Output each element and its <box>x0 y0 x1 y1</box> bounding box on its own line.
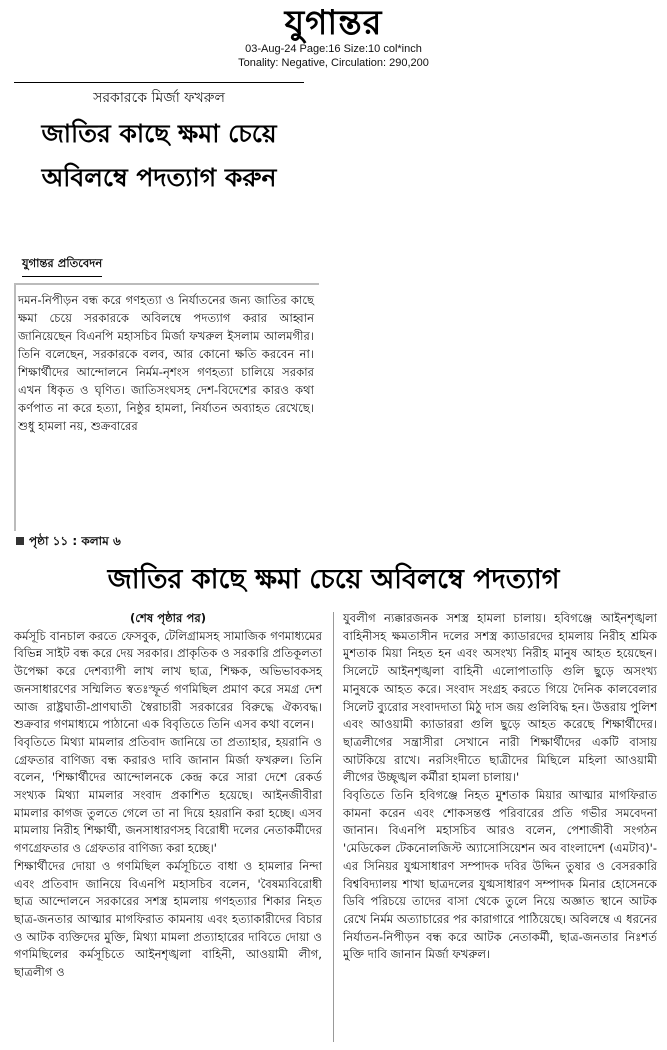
column-left <box>14 610 322 982</box>
clipping-meta-line2: Tonality: Negative, Circulation: 290,200 <box>238 57 429 69</box>
jump-line <box>16 533 121 553</box>
left-paragraph-1: কর্মসূচি বানচাল করতে ফেসবুক, টেলিগ্রামসহ সামাজিক গণমাধ্যমের বিভিন্ন সাইট বন্ধ করে দেয় সরকার। প্রাকৃতিক ও সরকারি প্রতিকূলতা উপেক্ষা করে দেশব্যাপী লাখ লাখ ছাত্র, শিক্ষক, অভিভাবকসহ জনসাধারণের সম্মিলিত স্বতঃস্ফূর্ত গণমিছিল প্রমাণ করে সমগ্র দেশ আজ রাষ্ট্রঘাতী-প্রাণঘাতী স্বৈরাচারী সরকারের বিরুদ্ধে ঐক্যবদ্ধ। শুক্রবার গণমাধ্যমে পাঠানো এক বিবৃতিতে তিনি এসব কথা বলেন। <box>14 628 322 732</box>
article-kicker: সরকারকে মির্জা ফখরুল <box>93 90 225 106</box>
left-paragraph-3: শিক্ষার্থীদের দোয়া ও গণমিছিল কর্মসূচিতে বাধা ও হামলার নিন্দা এবং প্রতিবাদ জানিয়ে বিএনপি মহাসচিব বলেন, 'বৈষম্যবিরোধী ছাত্র আন্দোলনে সরকারের সশস্ত্র হামলায় গণহত্যার শিকার নিহত ছাত্র-জনতার আত্মার মাগফিরাত কামনায় এবং হত্যাকারীদের বিচার ও আটক ব্যক্তিদের মুক্তি, মিথ্যা মামলা প্রত্যাহারের দাবিতে দোয়া ও গণমিছিলের কর্মসূচিতে আইনশৃঙ্খলা বাহিনী, আওয়ামী লীগ, ছাত্রলীগ ও <box>14 858 322 980</box>
newspaper-logo: যুগান্তর <box>284 3 383 43</box>
right-paragraph-2: বিবৃতিতে তিনি হবিগঞ্জে নিহত মুশতাক মিয়ার আত্মার মাগফিরাত কামনা করেন এবং শোকসন্তপ্ত পরিবারের প্রতি গভীর সমবেদনা জানান। বিএনপি মহাসচিব আরও বলেন, পেশাজীবী সংগঠন 'মেডিকেল টেকনোলজিস্ট অ্যাসোসিয়েশন অব বাংলাদেশ (এমটাব)'-এর সিনিয়র যুগ্মসাধারণ সম্পাদক দবির উদ্দিন তুষার ও বেসরকারি বিশ্ববিদ্যালয় শাখা ছাত্রদলের যুগ্মসাধারণ সম্পাদক মিনার হোসেনকে ডিবি পরিচয়ে তাদের বাসা থেকে তুলে নিয়ে অজ্ঞাত স্থানে আটক রেখে নির্মম অত্যাচারের পর কারাগারে পাঠিয়েছে। অবিলম্বে এ ধরনের নির্যাতন-নিপীড়ন বন্ধ করে আটক নেতাকর্মী, ছাত্র-জনতার নিঃশর্ত মুক্তি দাবি জানান মির্জা ফখরুল। <box>343 788 657 962</box>
top-rule <box>14 82 304 83</box>
clipping-meta-line1: 03-Aug-24 Page:16 Size:10 col*inch <box>245 43 422 55</box>
article-byline: যুগান্তর প্রতিবেদন <box>22 255 102 277</box>
column-divider <box>333 612 334 1042</box>
continuation-label: (শেষ পৃষ্ঠার পর) <box>129 611 207 625</box>
continuation-headline: জাতির কাছে ক্ষমা চেয়ে অবিলম্বে পদত্যাগ <box>107 564 560 595</box>
right-paragraph-1: যুবলীগ ন্যক্কারজনক সশস্ত্র হামলা চালায়। হবিগঞ্জে আইনশৃঙ্খলা বাহিনীসহ ক্ষমতাসীন দলের সশস্ত্র ক্যাডারদের হামলায় নিরীহ শ্রমিক মুশতাক মিয়া নিহত হন এবং অসংখ্য নিরীহ মানুষ আহত হয়েছেন। সিলেটে আইনশৃঙ্খলা বাহিনী এলোপাতাড়ি গুলি ছুড়ে অসংখ্য মানুষকে আহত করে। সংবাদ সংগ্রহ করতে গিয়ে দৈনিক কালবেলার সিলেট ব্যুরোর সংবাদদাতা মিঠু দাস জয় গুলিবিদ্ধ হন। উত্তরায় পুলিশ এবং আওয়ামী ক্যাডাররা গুলি ছুড়ে আহত করেছে শিক্ষার্থীদের। ছাত্রলীগের সন্ত্রাসীরা সেখানে নারী শিক্ষার্থীদের একটি বাসায় আটকিয়ে রাখে। নরসিংদীতে ছাত্রীদের মিছিলে মহিলা আওয়ামী লীগের উচ্ছৃঙ্খল কর্মীরা হামলা চালায়।' <box>343 611 657 785</box>
column-right <box>343 610 657 964</box>
masthead <box>0 4 667 70</box>
left-paragraph-2: বিবৃতিতে মিথ্যা মামলার প্রতিবাদ জানিয়ে তা প্রত্যাহার, হয়রানি ও গ্রেফতার বাণিজ্য বন্ধ করারও দাবি জানান মির্জা ফখরুল। তিনি বলেন, 'শিক্ষার্থীদের আন্দোলনকে কেন্দ্র করে সারা দেশে রেকর্ড সংখ্যক মিথ্যা মামলার সংবাদ প্রকাশিত হয়েছে। আইনজীবীরা মামলার কাগজ তুলতে গেলে তা না দিয়ে হয়রানি করা হচ্ছে। এসব মামলায় নিরীহ শিক্ষার্থী, জনসাধারণসহ বিরোধী দলের নেতাকর্মীদের গণগ্রেফতার ও গ্রেফতার বাণিজ্য করা হচ্ছে।' <box>14 734 322 856</box>
jump-text: পৃষ্ঠা ১১ : কলাম ৬ <box>29 534 121 548</box>
square-bullet-icon <box>16 537 24 545</box>
article-headline: জাতির কাছে ক্ষমা চেয়ে অবিলম্বে পদত্যাগ করুন <box>41 119 277 192</box>
article-intro: দমন-নিপীড়ন বন্ধ করে গণহত্যা ও নির্যাতনের জন্য জাতির কাছে ক্ষমা চেয়ে সরকারকে অবিলম্বে পদত্যাগ করার আহ্বান জানিয়েছেন বিএনপি মহাসচিব মির্জা ফখরুল ইসলাম আলমগীর। তিনি বলেছেন, সরকারকে বলব, আর কোনো ক্ষতি করবেন না। শিক্ষার্থীদের আন্দোলনে নির্মম-নৃশংস গণহত্যা চালিয়ে সরকার এখন ধিকৃত ও ঘৃণিত। জাতিসংঘসহ দেশ-বিদেশের কারও কথা কর্ণপাত না করে হত্যা, নিষ্ঠুর হামলা, নির্যাতন অব্যাহত রেখেছে। শুধু হামলা নয়, শুক্রবারের <box>18 293 314 433</box>
